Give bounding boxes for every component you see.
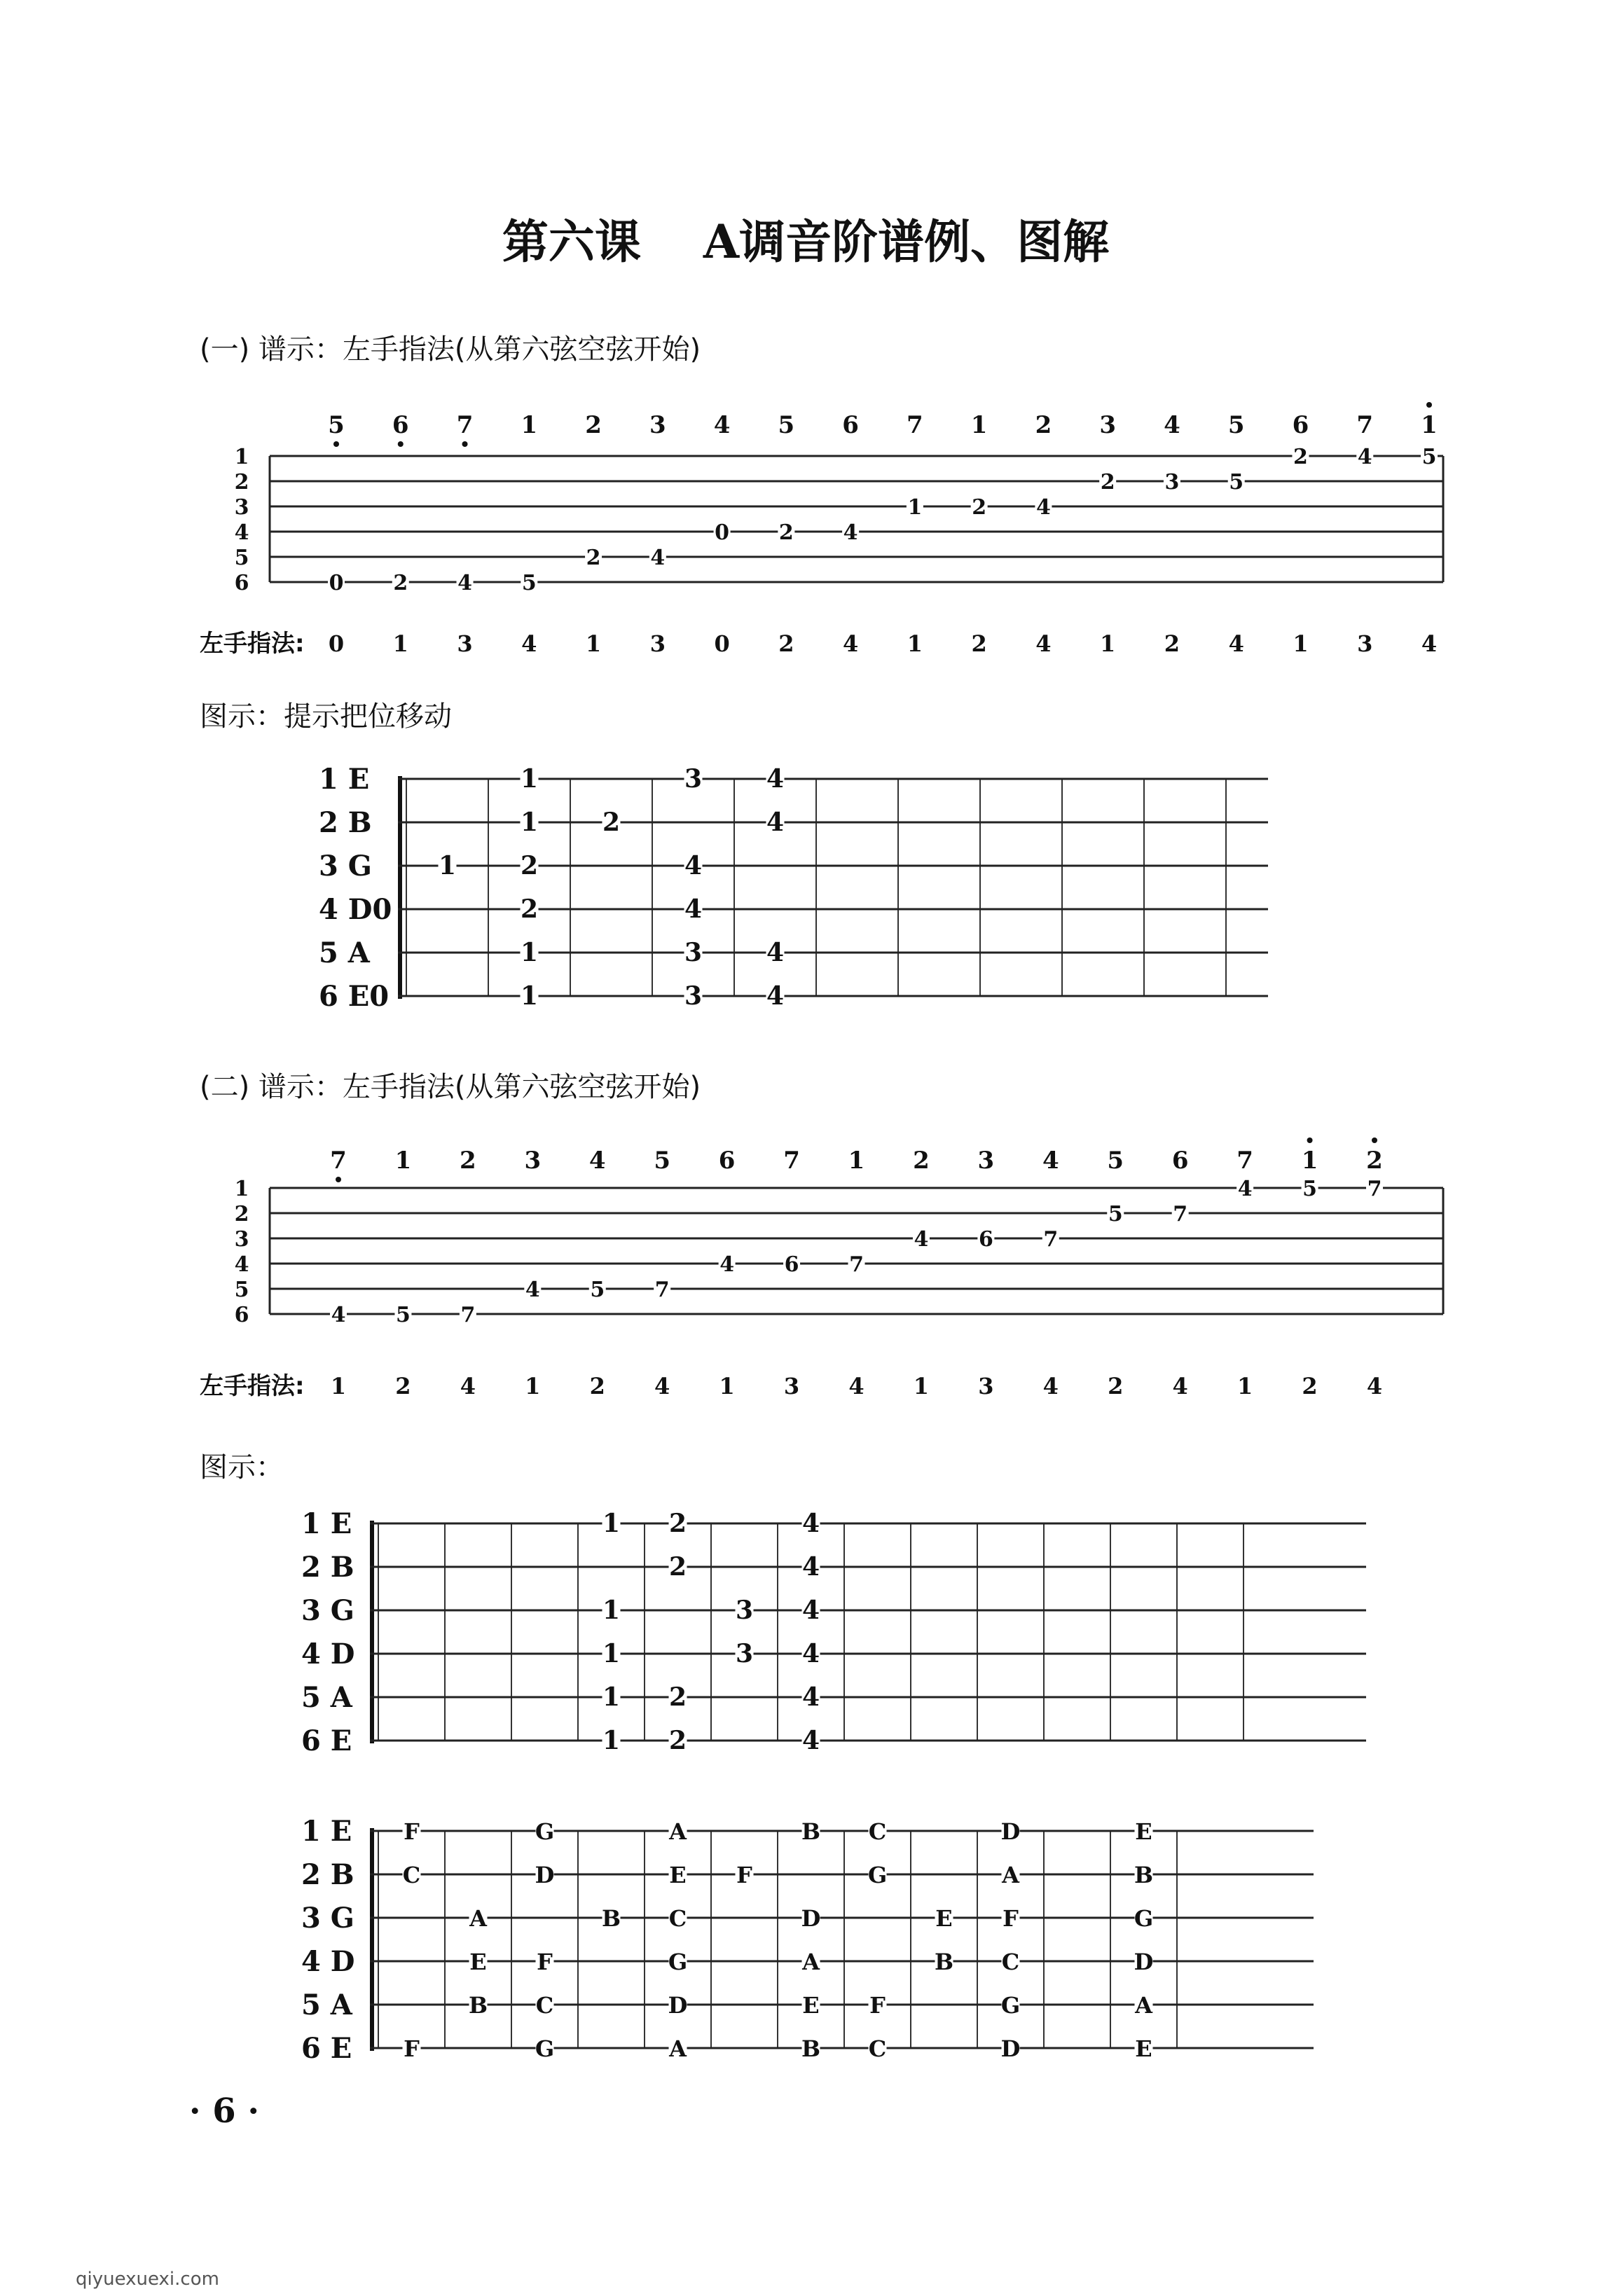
fret-number: 0 (329, 571, 344, 595)
string-label: 2 B (301, 1551, 354, 1584)
note-name: B (934, 1949, 954, 1975)
finger-number: 1 (330, 1373, 347, 1399)
finger-number: 2 (1302, 1373, 1318, 1399)
note-name: D (801, 1905, 821, 1932)
note-name: A (669, 1818, 687, 1845)
string-label: 6 E (301, 2032, 352, 2065)
tab-string-number: 3 (234, 495, 249, 520)
octave-dot-low (462, 441, 468, 447)
jianpu-note: 5 (778, 411, 795, 439)
string-label: 3 G (301, 1902, 354, 1935)
note-name: F (404, 2035, 420, 2062)
finger-dot: 4 (801, 1509, 820, 1538)
finger-number: 1 (719, 1373, 735, 1399)
jianpu-note: 1 (394, 1147, 412, 1175)
fret-number: 4 (843, 520, 858, 545)
fret-number: 5 (521, 571, 537, 595)
finger-number: 4 (1035, 630, 1052, 657)
string-label: 1 E (319, 763, 370, 796)
finger-dot: 2 (668, 1682, 687, 1712)
note-name: B (801, 2035, 821, 2062)
note-name-chart (301, 1815, 1314, 2065)
finger-dot: 4 (801, 1552, 820, 1582)
tab-string-number: 1 (234, 445, 249, 469)
note-name: E (802, 1992, 820, 2019)
jianpu-note: 6 (718, 1147, 736, 1175)
finger-number: 3 (978, 1373, 994, 1399)
fret-number: 4 (719, 1252, 735, 1277)
jianpu-note: 2 (1366, 1147, 1383, 1175)
finger-number: 2 (971, 630, 987, 657)
jianpu-note: 1 (848, 1147, 865, 1175)
note-name: C (868, 1818, 887, 1845)
finger-number: 4 (1042, 1373, 1059, 1399)
fret-number: 2 (393, 571, 408, 595)
finger-dot: 4 (766, 938, 785, 967)
finger-dot: 4 (801, 1596, 820, 1625)
finger-dot: 4 (801, 1682, 820, 1712)
section-1-fingering (329, 630, 1437, 657)
finger-dot: 2 (602, 808, 621, 837)
finger-number: 3 (457, 630, 473, 657)
fret-number: 4 (331, 1303, 346, 1327)
jianpu-note: 4 (713, 411, 731, 439)
note-name: D (1000, 2035, 1021, 2062)
note-name: F (537, 1949, 553, 1975)
tab-string-number: 4 (234, 520, 249, 545)
section-1-notation (328, 402, 1438, 447)
fret-number: 7 (460, 1303, 476, 1327)
octave-dot-high (1426, 402, 1432, 408)
finger-dot: 3 (684, 981, 703, 1011)
section-1-tab-staff (235, 445, 1443, 595)
finger-number: 3 (783, 1373, 800, 1399)
jianpu-note: 1 (1301, 1147, 1318, 1175)
fret-number: 2 (1100, 470, 1115, 495)
finger-number: 2 (1108, 1373, 1124, 1399)
tab-string-number: 1 (234, 1177, 249, 1201)
note-name: D (668, 1992, 688, 2019)
note-name: G (1134, 1905, 1154, 1932)
octave-dot-low (398, 441, 404, 447)
jianpu-note: 7 (456, 411, 474, 439)
finger-number: 1 (392, 630, 408, 657)
octave-dot-high (1372, 1137, 1377, 1143)
string-label: 3 G (319, 850, 372, 883)
jianpu-note: 6 (1171, 1147, 1189, 1175)
section-2-fretboard-diagram (301, 1507, 1366, 1757)
string-label: 5 A (319, 936, 370, 969)
finger-number: 4 (1421, 630, 1438, 657)
fret-number: 7 (1367, 1177, 1382, 1201)
finger-number: 1 (907, 630, 923, 657)
note-name: D (1134, 1949, 1154, 1975)
note-name: B (801, 1818, 821, 1845)
finger-dot: 4 (766, 764, 785, 794)
jianpu-note: 4 (1042, 1147, 1059, 1175)
fret-number: 5 (1302, 1177, 1317, 1201)
tab-string-number: 3 (234, 1227, 249, 1252)
fret-number: 2 (972, 495, 987, 520)
note-name: F (404, 1818, 420, 1845)
finger-number: 0 (714, 630, 730, 657)
octave-dot-high (1307, 1137, 1313, 1143)
note-name: F (1003, 1905, 1019, 1932)
finger-dot: 4 (684, 894, 703, 924)
fret-number: 4 (1357, 445, 1372, 469)
note-name: F (869, 1992, 886, 2019)
tab-string-number: 6 (234, 1303, 249, 1327)
finger-dot: 1 (520, 981, 539, 1011)
finger-dot: 3 (684, 938, 703, 967)
page-number: · 6 · (188, 2091, 260, 2131)
octave-dot-low (336, 1177, 341, 1182)
note-name: E (669, 1862, 687, 1888)
string-label: 1 E (301, 1507, 352, 1540)
finger-number: 3 (1357, 630, 1373, 657)
note-name: G (535, 1818, 555, 1845)
string-label: 2 B (301, 1858, 354, 1891)
string-label: 2 B (319, 806, 372, 839)
finger-number: 2 (778, 630, 794, 657)
fret-number: 4 (650, 546, 666, 570)
fret-number: 2 (586, 546, 601, 570)
finger-number: 4 (842, 630, 859, 657)
string-label: 5 A (301, 1681, 352, 1714)
finger-number: 1 (1100, 630, 1116, 657)
jianpu-note: 6 (392, 411, 409, 439)
finger-number: 4 (521, 630, 537, 657)
finger-number: 1 (1293, 630, 1309, 657)
string-label: 6 E (301, 1724, 352, 1757)
finger-dot: 3 (735, 1639, 754, 1668)
finger-dot: 1 (520, 808, 539, 837)
jianpu-note: 5 (1107, 1147, 1124, 1175)
tab-string-number: 5 (234, 546, 249, 570)
note-name: B (468, 1992, 488, 2019)
finger-number: 2 (395, 1373, 411, 1399)
finger-dot: 2 (520, 894, 539, 924)
note-name: C (402, 1862, 421, 1888)
note-name: G (1000, 1992, 1021, 2019)
string-label: 5 A (301, 1989, 352, 2021)
note-name: C (668, 1905, 687, 1932)
jianpu-note: 2 (1035, 411, 1052, 439)
section-2-tab-staff (235, 1177, 1443, 1327)
section-1-fingering-label: 左手指法: (200, 630, 305, 658)
finger-number: 4 (460, 1373, 476, 1399)
jianpu-note: 4 (1164, 411, 1180, 439)
finger-dot: 3 (735, 1596, 754, 1625)
finger-number: 4 (1172, 1373, 1188, 1399)
tab-string-number: 6 (234, 571, 249, 595)
note-name: D (1000, 1818, 1021, 1845)
section-2 (200, 1071, 1443, 1757)
finger-number: 1 (585, 630, 602, 657)
section-1-diagram-label: 图示：提示把位移动 (200, 700, 452, 733)
finger-dot: 1 (602, 1596, 621, 1625)
note-name: C (868, 2035, 887, 2062)
fret-number: 5 (396, 1303, 411, 1327)
finger-dot: 4 (801, 1726, 820, 1755)
lesson-title: 第六课 A调音阶谱例、图解 (502, 214, 1110, 269)
section-2-heading: (二) 谱示：左手指法(从第六弦空弦开始) (200, 1071, 701, 1103)
note-name: G (668, 1949, 688, 1975)
finger-number: 2 (589, 1373, 605, 1399)
finger-number: 2 (1164, 630, 1180, 657)
finger-dot: 4 (766, 808, 785, 837)
jianpu-note: 6 (1292, 411, 1309, 439)
tab-string-number: 4 (234, 1252, 249, 1277)
finger-dot: 3 (684, 764, 703, 794)
jianpu-note: 7 (907, 411, 923, 439)
note-name: C (1001, 1949, 1020, 1975)
finger-number: 4 (1228, 630, 1244, 657)
tab-string-number: 5 (234, 1278, 249, 1302)
fret-number: 4 (1237, 1177, 1253, 1201)
tab-string-number: 2 (234, 1202, 249, 1226)
jianpu-note: 3 (977, 1147, 995, 1175)
string-label: 6 E0 (319, 980, 390, 1013)
section-2-notation (330, 1137, 1383, 1182)
tab-string-number: 2 (234, 470, 249, 495)
finger-dot: 1 (520, 938, 539, 967)
finger-number: 1 (525, 1373, 541, 1399)
section-1 (200, 333, 1443, 1013)
jianpu-note: 4 (588, 1147, 606, 1175)
note-name: C (535, 1992, 554, 2019)
string-label: 4 D (301, 1638, 355, 1671)
section-1-heading: (一) 谱示：左手指法(从第六弦空弦开始) (200, 333, 701, 366)
jianpu-note: 1 (970, 411, 988, 439)
fret-number: 3 (1164, 470, 1180, 495)
finger-dot: 1 (438, 851, 457, 880)
fret-number: 2 (778, 520, 794, 545)
finger-dot: 1 (602, 1726, 621, 1755)
note-name: A (802, 1949, 820, 1975)
finger-dot: 2 (668, 1552, 687, 1582)
fret-number: 7 (1043, 1227, 1059, 1252)
note-name: E (1135, 2035, 1152, 2062)
jianpu-note: 7 (1356, 411, 1374, 439)
note-name: D (535, 1862, 555, 1888)
note-name: A (669, 2035, 687, 2062)
section-1-fretboard-diagram (319, 763, 1268, 1013)
finger-number: 4 (654, 1373, 670, 1399)
finger-dot: 2 (668, 1509, 687, 1538)
note-name: G (867, 1862, 888, 1888)
finger-dot: 1 (520, 764, 539, 794)
finger-dot: 2 (520, 851, 539, 880)
finger-dot: 4 (684, 851, 703, 880)
note-name: G (535, 2035, 555, 2062)
jianpu-note: 2 (585, 411, 602, 439)
jianpu-note: 5 (328, 411, 345, 439)
fret-number: 0 (715, 520, 730, 545)
note-name: F (736, 1862, 752, 1888)
fret-number: 6 (784, 1252, 799, 1277)
note-name: B (1134, 1862, 1154, 1888)
finger-number: 0 (328, 630, 345, 657)
jianpu-note: 7 (783, 1147, 800, 1175)
string-label: 4 D0 (319, 893, 392, 926)
section-2-fingering (331, 1373, 1382, 1399)
section-2-fingering-label: 左手指法: (200, 1372, 305, 1400)
watermark-text: qiyuexuexi.com (76, 2269, 219, 2290)
fret-number: 4 (914, 1227, 929, 1252)
string-label: 3 G (301, 1594, 354, 1627)
fret-number: 5 (590, 1278, 605, 1302)
finger-dot: 1 (602, 1682, 621, 1712)
jianpu-note: 6 (842, 411, 859, 439)
fret-number: 7 (1173, 1202, 1188, 1226)
jianpu-note: 2 (460, 1147, 476, 1175)
fret-number: 1 (907, 495, 923, 520)
note-name: E (1135, 1818, 1152, 1845)
fret-number: 6 (978, 1227, 993, 1252)
finger-dot: 2 (668, 1726, 687, 1755)
string-label: 4 D (301, 1945, 355, 1978)
jianpu-note: 3 (1099, 411, 1117, 439)
fret-number: 7 (654, 1278, 670, 1302)
finger-number: 1 (1236, 1373, 1253, 1399)
fret-number: 7 (849, 1252, 864, 1277)
note-name: E (935, 1905, 953, 1932)
jianpu-note: 3 (524, 1147, 542, 1175)
section-2-diagram-label: 图示： (200, 1451, 284, 1484)
note-name: A (469, 1905, 487, 1932)
finger-dot: 4 (766, 981, 785, 1011)
jianpu-note: 7 (1236, 1147, 1253, 1175)
jianpu-note: 3 (649, 411, 666, 439)
finger-dot: 1 (602, 1509, 621, 1538)
octave-dot-low (333, 441, 339, 447)
fret-number: 2 (1293, 445, 1308, 469)
jianpu-note: 5 (1227, 411, 1245, 439)
jianpu-note: 5 (654, 1147, 671, 1175)
note-name: E (469, 1949, 487, 1975)
fret-number: 5 (1421, 445, 1437, 469)
fret-number: 4 (525, 1278, 540, 1302)
string-label: 1 E (301, 1815, 352, 1848)
fret-number: 4 (457, 571, 472, 595)
finger-number: 1 (913, 1373, 930, 1399)
jianpu-note: 1 (521, 411, 538, 439)
jianpu-note: 2 (913, 1147, 930, 1175)
note-name: A (1135, 1992, 1152, 2019)
note-name: B (601, 1905, 621, 1932)
finger-number: 4 (1366, 1373, 1383, 1399)
fret-number: 4 (1035, 495, 1051, 520)
finger-number: 4 (848, 1373, 864, 1399)
finger-number: 3 (649, 630, 666, 657)
fret-number: 5 (1229, 470, 1244, 495)
note-name: A (1002, 1862, 1019, 1888)
finger-dot: 4 (801, 1639, 820, 1668)
finger-dot: 1 (602, 1639, 621, 1668)
fret-number: 5 (1108, 1202, 1123, 1226)
jianpu-note: 7 (330, 1147, 347, 1175)
jianpu-note: 1 (1421, 411, 1438, 439)
